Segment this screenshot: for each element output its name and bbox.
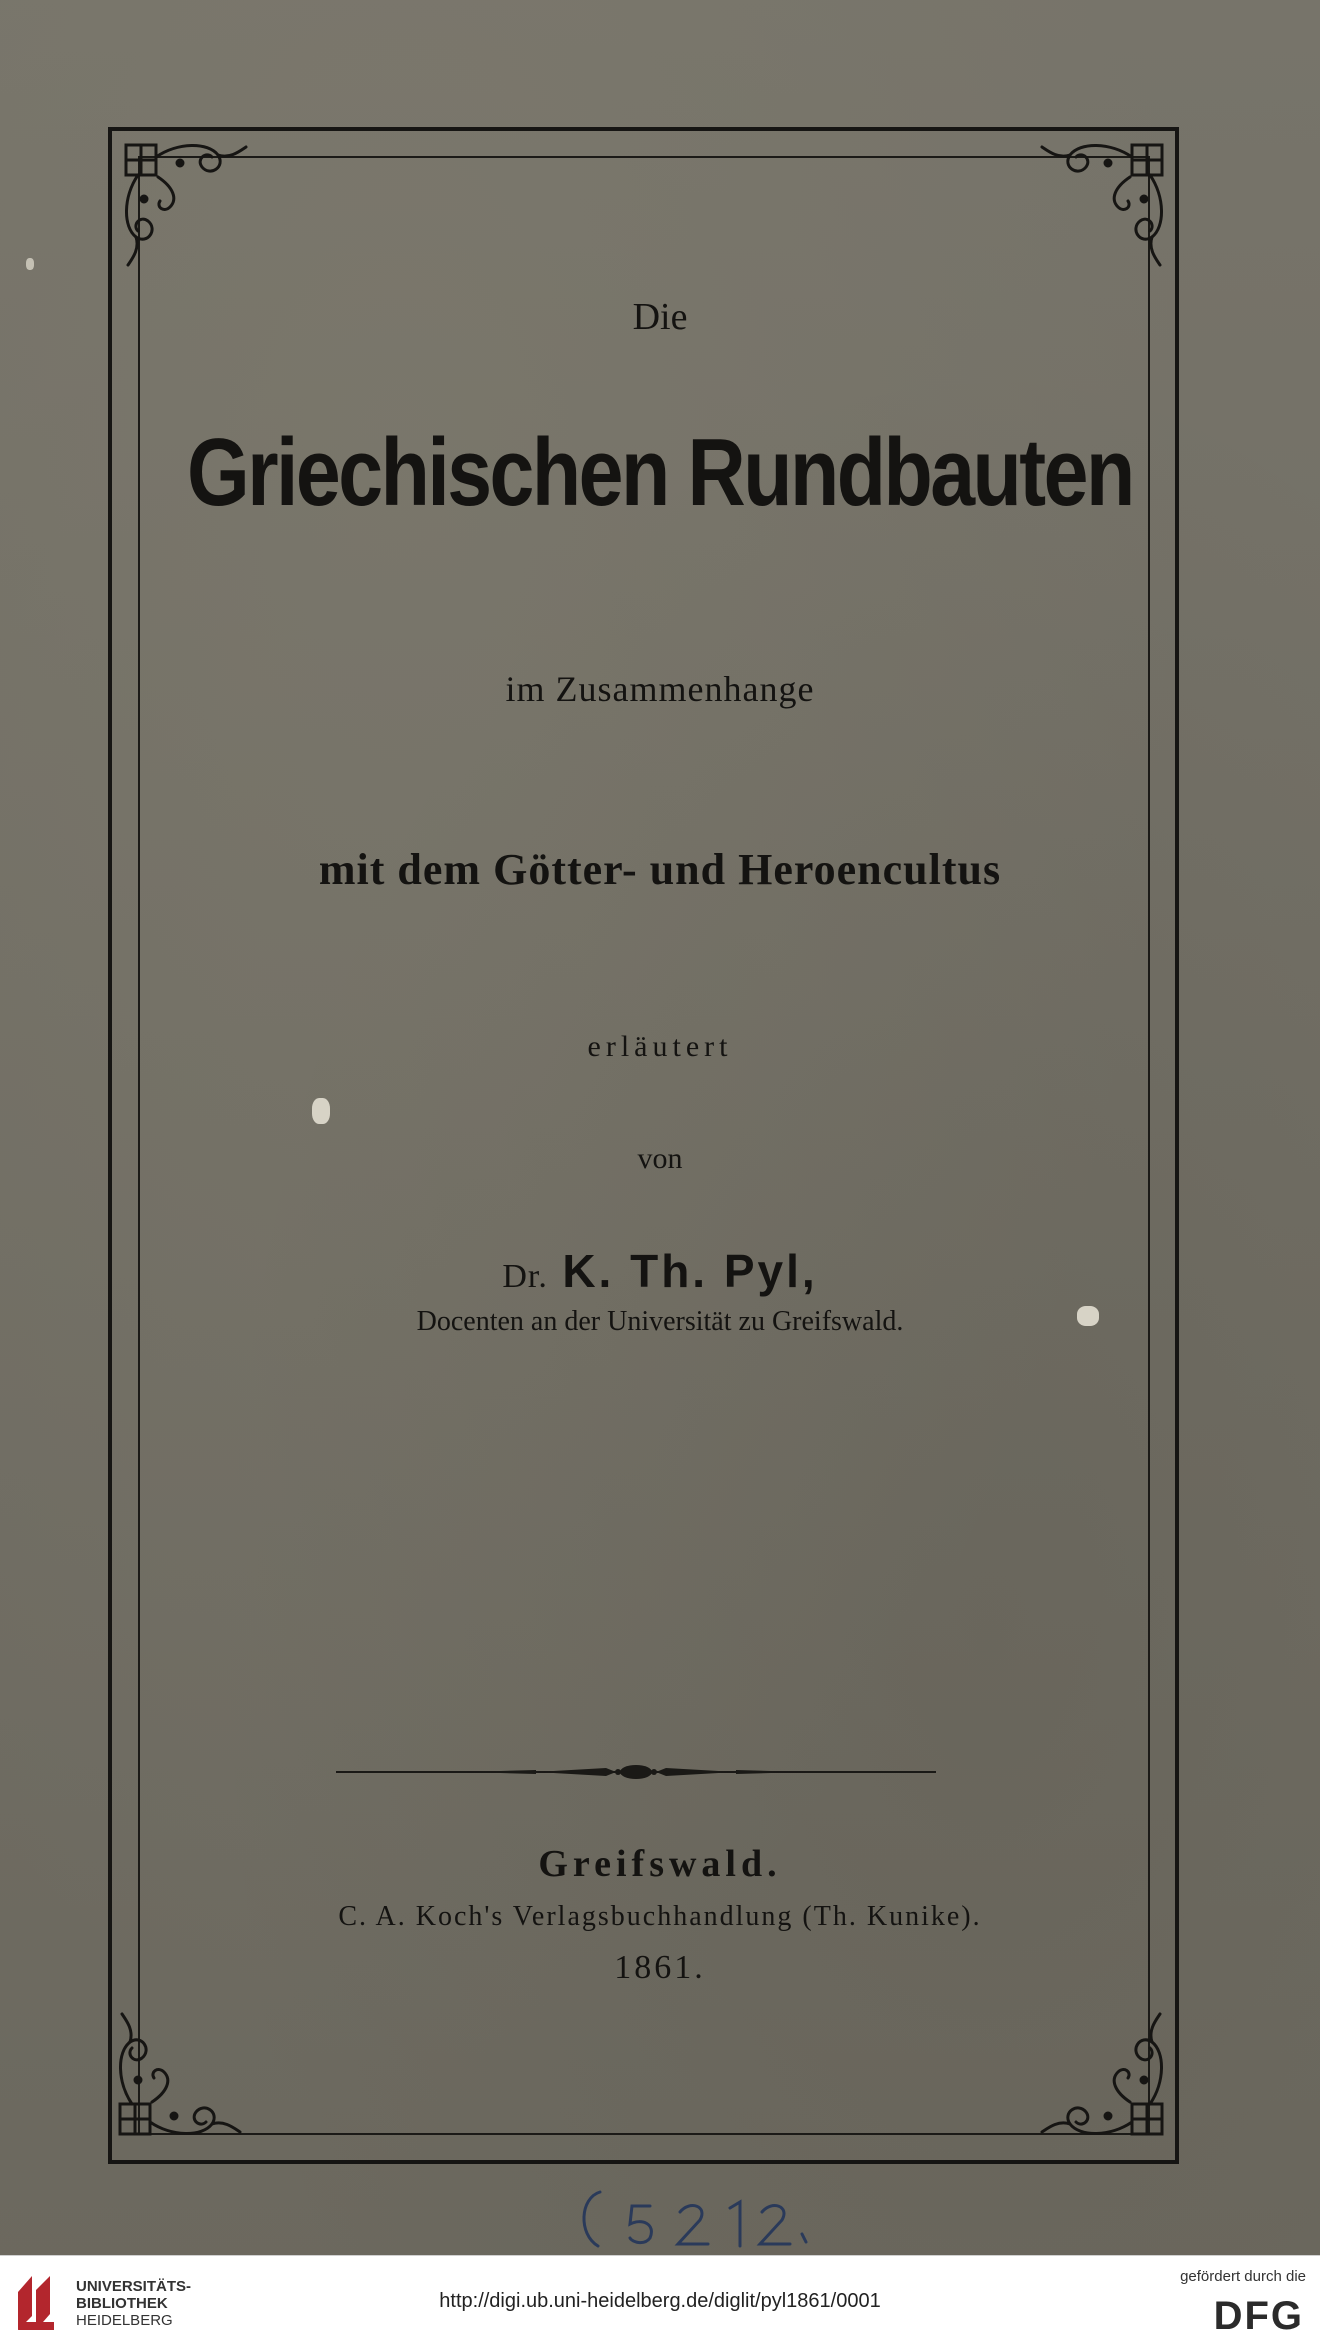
corner-ornament-top-left-icon bbox=[118, 137, 248, 267]
ornamental-rule-icon bbox=[336, 1760, 936, 1784]
corner-ornament-top-right-icon bbox=[1040, 137, 1170, 267]
viewer-footer bbox=[0, 2255, 1320, 2351]
imprint-city: Greifswald. bbox=[538, 1843, 782, 1885]
main-title: Griechischen Rundbauten bbox=[186, 419, 1133, 526]
corner-ornament-bottom-right-icon bbox=[1040, 2012, 1170, 2142]
library-name-line3: HEIDELBERG bbox=[76, 2312, 173, 2329]
library-name-line2: BIBLIOTHEK bbox=[76, 2295, 168, 2312]
paper-blemish bbox=[312, 1098, 330, 1124]
corner-ornament-bottom-left-icon bbox=[112, 2012, 242, 2142]
author-prefix: Dr. bbox=[502, 1258, 548, 1295]
imprint-year: 1861. bbox=[614, 1949, 706, 1986]
paper-blemish bbox=[1077, 1306, 1099, 1326]
line-von: von bbox=[637, 1142, 683, 1175]
subtitle: mit dem Götter- und Heroencultus bbox=[318, 845, 1002, 894]
handwritten-shelfmark bbox=[570, 2184, 820, 2254]
imprint-publisher: C. A. Koch's Verlagsbuchhandlung (Th. Kunike). bbox=[338, 1901, 982, 1932]
author-line bbox=[0, 1244, 1320, 1298]
sponsor-caption: gefördert durch die bbox=[1180, 2268, 1306, 2285]
dfg-logo[interactable]: DFG bbox=[1213, 2294, 1304, 2338]
title-die: Die bbox=[632, 296, 688, 338]
permalink-url[interactable]: http://digi.ub.uni-heidelberg.de/diglit/pyl1861/0001 bbox=[439, 2290, 881, 2312]
author-name: K. Th. Pyl, bbox=[562, 1245, 818, 1297]
author-position: Docenten an der Universität zu Greifswald. bbox=[416, 1306, 904, 1337]
title-line-zusammenhange: im Zusammenhange bbox=[505, 669, 815, 709]
line-erlaeutert: erläutert bbox=[587, 1030, 733, 1063]
paper-blemish bbox=[26, 258, 34, 270]
library-name-line1: UNIVERSITÄTS- bbox=[76, 2278, 192, 2295]
